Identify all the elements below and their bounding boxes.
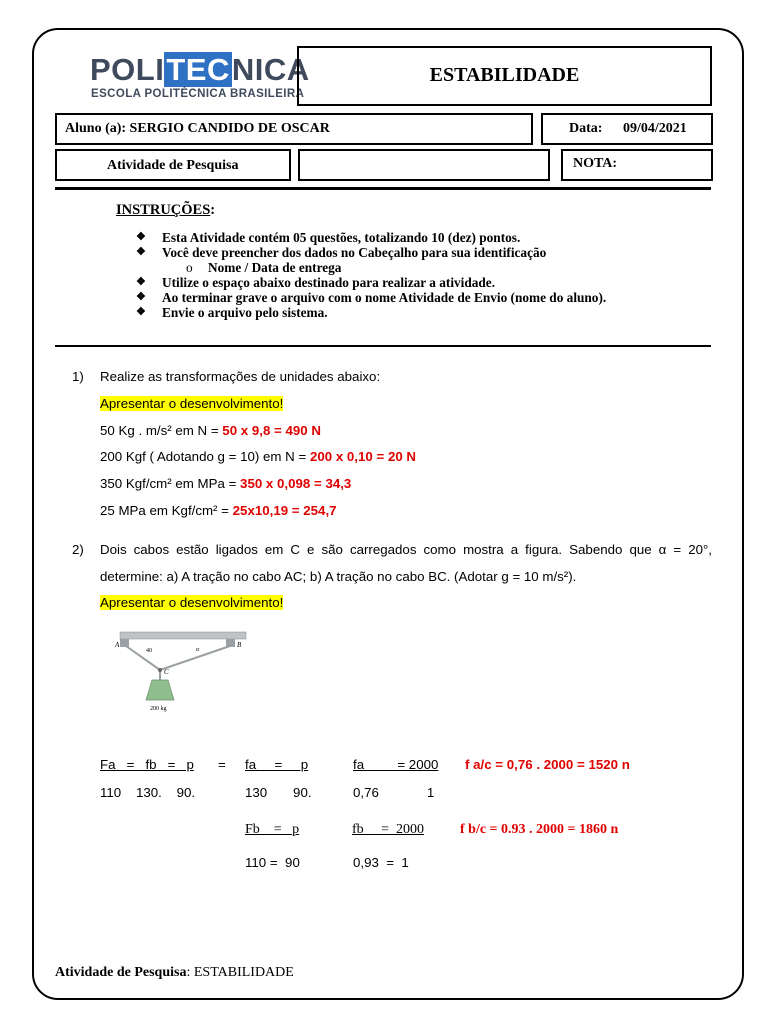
date-label: Data:	[569, 121, 603, 136]
header-divider	[55, 187, 711, 190]
student-field	[55, 113, 533, 145]
figure-label-c: C	[164, 668, 169, 676]
calc-row1-a: Fa = fb = p	[100, 757, 194, 772]
calc-row4-b: 110 = 90	[245, 855, 300, 870]
calc-row3-c: fb = 2000	[352, 822, 425, 837]
calc-row4-c: 0,93 = 1	[353, 855, 409, 870]
diamond-bullet-icon: ❖	[136, 246, 146, 258]
q1-line: 350 Kgf/cm² em MPa = 350 x 0,098 = 34,3	[100, 476, 352, 491]
school-logo-subtitle: ESCOLA POLITÉCNICA BRASILEIRA	[91, 88, 305, 100]
diamond-bullet-icon: ❖	[136, 231, 146, 243]
instruction-item: ❖ Você deve preencher dos dados no Cabeçalho para sua identificação	[136, 245, 547, 260]
activity-field	[55, 149, 291, 181]
q1-highlight: Apresentar o desenvolvimento!	[100, 396, 284, 411]
diamond-bullet-icon: ❖	[136, 291, 146, 303]
document-title: ESTABILIDADE	[429, 64, 580, 86]
grade-label: NOTA:	[573, 156, 618, 171]
instructions-title: INSTRUÇÕES:	[116, 202, 216, 218]
diamond-bullet-icon: ❖	[136, 276, 146, 288]
q2-text-line2: determine: a) A tração no cabo AC; b) A tração no cabo BC. (Adotar g = 10 m/s²).	[100, 569, 577, 584]
instruction-item: ❖ Esta Atividade contém 05 questões, totalizando 10 (dez) pontos.	[136, 230, 521, 245]
instruction-subitem: o Nome / Data de entrega	[186, 260, 342, 275]
blank-field	[298, 149, 550, 181]
calc-row3-b: Fb = p	[245, 822, 300, 837]
q2-text-line1: Dois cabos estão ligados em C e são carregados como mostra a figura. Sabendo que α = 20°,	[100, 542, 712, 557]
diamond-bullet-icon: ❖	[136, 306, 146, 318]
q1-line: 50 Kg . m/s² em N = 50 x 9,8 = 490 N	[100, 423, 321, 438]
q1-text: Realize as transformações de unidades abaixo:	[100, 369, 381, 384]
instruction-item: ❖ Utilize o espaço abaixo destinado para realizar a atividade.	[136, 275, 496, 290]
q2-number: 2)	[72, 542, 84, 557]
cable-figure	[106, 628, 248, 714]
instruction-item: ❖ Ao terminar grave o arquivo com o nome Atividade de Envio (nome do aluno).	[136, 290, 607, 305]
student-label: Aluno (a): SERGIO CANDIDO DE OSCAR	[65, 121, 330, 136]
calc-row2-a: 110 130. 90.	[100, 785, 196, 800]
q1-line: 25 MPa em Kgf/cm² = 25x10,19 = 254,7	[100, 503, 337, 518]
calc-row2-b: 130 90.	[245, 785, 312, 800]
instruction-item: ❖ Envie o arquivo pelo sistema.	[136, 305, 328, 320]
q1-number: 1)	[72, 369, 84, 384]
calc-row2-c: 0,76 1	[353, 785, 435, 800]
figure-mass-label: 200 kg	[150, 706, 167, 712]
figure-label-b: B	[237, 641, 242, 649]
date-field	[541, 113, 713, 145]
circle-bullet-icon: o	[186, 260, 193, 275]
calc-row1-c: fa = 2000	[353, 757, 439, 772]
calc-row1-b: fa = p	[245, 757, 309, 772]
figure-label-a: A	[115, 641, 120, 649]
title-box	[297, 46, 712, 106]
q1-line: 200 Kgf ( Adotando g = 10) em N = 200 x 0,10 = 20 N	[100, 449, 417, 464]
date-value: 09/04/2021	[623, 121, 687, 136]
calc-result-bc: f b/c = 0.93 . 2000 = 1860 n	[460, 822, 619, 837]
instructions-list	[136, 230, 722, 320]
q2-highlight: Apresentar o desenvolvimento!	[100, 595, 284, 610]
school-logo: POLITECNICA	[90, 52, 310, 87]
figure-angle-right: α	[196, 647, 200, 653]
calc-result-ac: f a/c = 0,76 . 2000 = 1520 n	[465, 757, 630, 772]
grade-field	[561, 149, 713, 181]
activity-label: Atividade de Pesquisa	[107, 158, 239, 173]
footer: Atividade de Pesquisa: ESTABILIDADE	[55, 965, 294, 980]
calc-row1-eq: =	[218, 757, 226, 772]
figure-angle-left: 40	[146, 648, 152, 654]
instructions-divider	[55, 345, 711, 347]
